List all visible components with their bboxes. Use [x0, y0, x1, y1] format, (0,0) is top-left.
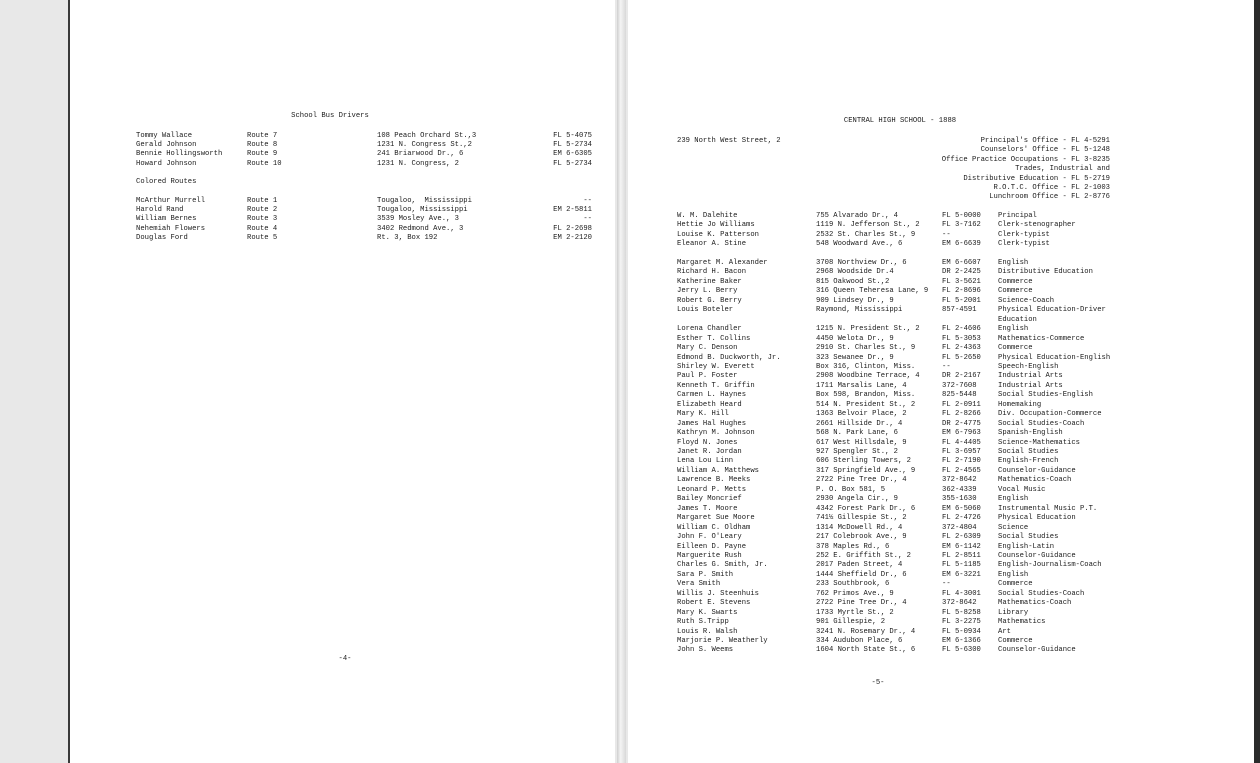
faculty-row-phone: FL 2-0911 — [942, 400, 981, 409]
faculty-row-address: 2968 Woodside Dr.4 — [816, 268, 894, 277]
faculty-row-name: Vera Smith — [677, 580, 721, 589]
faculty-row-phone: FL 5-6300 — [942, 646, 981, 655]
faculty-row-name: Ruth S.Tripp — [677, 618, 729, 627]
faculty-row-subject: Social Studies — [998, 533, 1059, 542]
faculty-row-subject: Counselor-Guidance — [998, 466, 1076, 475]
staff-row-phone: -- — [942, 230, 951, 239]
colored-driver-row-address: 3402 Redmond Ave., 3 — [377, 224, 464, 233]
faculty-row — [628, 476, 1254, 485]
faculty-row-phone: EM 6-1142 — [942, 542, 981, 551]
faculty-row-address: 252 E. Griffith St., 2 — [816, 551, 911, 560]
office-line: Trades, Industrial and — [1015, 165, 1110, 174]
faculty-row-address: 2722 Pine Tree Dr., 4 — [816, 599, 907, 608]
faculty-row-phone: DR 2-4775 — [942, 419, 981, 428]
driver-row-route: Route 8 — [247, 141, 278, 150]
colored-driver-row — [70, 215, 615, 224]
faculty-row-name: Sara P. Smith — [677, 570, 734, 579]
faculty-row-phone: FL 2-8266 — [942, 410, 981, 419]
driver-row-phone: EM 6-6305 — [553, 150, 592, 159]
faculty-row-address: 762 Primos Ave., 9 — [816, 589, 894, 598]
faculty-row — [628, 344, 1254, 353]
faculty-row-name: Esther T. Collins — [677, 334, 751, 343]
staff-row-phone: FL 3-7162 — [942, 221, 981, 230]
faculty-row-subject: Science-Mathematics — [998, 438, 1080, 447]
faculty-row-address: 317 Springfield Ave., 9 — [816, 466, 916, 475]
faculty-row — [628, 335, 1254, 344]
faculty-row — [628, 410, 1254, 419]
faculty-row-address: 1711 Marsalis Lane, 4 — [816, 381, 907, 390]
faculty-row-name: Kathryn M. Johnson — [677, 429, 755, 438]
staff-row — [628, 240, 1254, 249]
faculty-row-subject: Commerce — [998, 287, 1033, 296]
faculty-row-name: Leonard P. Metts — [677, 485, 747, 494]
faculty-row-subject: Library — [998, 608, 1029, 617]
faculty-row-address: 4342 Forest Park Dr., 6 — [816, 504, 916, 513]
staff-row-address: 755 Alvarado Dr., 4 — [816, 212, 898, 220]
office-line: Office Practice Occupations - FL 3-8235 — [941, 155, 1110, 164]
staff-row-position: Clerk-typist — [998, 240, 1050, 249]
faculty-row-name: John F. O'Leary — [677, 533, 742, 542]
driver-row — [70, 132, 615, 141]
faculty-row-address: 1215 N. President St., 2 — [816, 325, 920, 334]
faculty-row — [628, 287, 1254, 296]
faculty-row-subject: Homemaking — [998, 400, 1042, 409]
colored-driver-row-phone: FL 2-2698 — [553, 224, 592, 233]
faculty-row-phone: FL 2-8696 — [942, 287, 981, 296]
staff-row — [628, 221, 1254, 230]
colored-driver-row-address: Rt. 3, Box 192 — [377, 233, 438, 242]
colored-driver-row-route: Route 5 — [247, 233, 278, 242]
colored-driver-row-phone: -- — [583, 215, 592, 224]
faculty-row-subject: English — [998, 259, 1029, 267]
faculty-row-phone: FL 3-5621 — [942, 277, 981, 286]
school-title: CENTRAL HIGH SCHOOL - 1888 — [843, 117, 957, 125]
faculty-row-address: 606 Sterling Towers, 2 — [816, 457, 911, 466]
faculty-row — [628, 561, 1254, 570]
faculty-row-address: 568 N. Park Lane, 6 — [816, 429, 898, 438]
driver-row-phone: FL 5-2734 — [553, 159, 592, 168]
colored-driver-row-address: Tougaloo, Mississippi — [377, 206, 468, 215]
colored-driver-row — [70, 206, 615, 215]
faculty-row-name: Marjorie P. Weatherly — [677, 637, 768, 645]
faculty-row-address: Box 316, Clinton, Miss. — [816, 362, 916, 371]
faculty-row — [628, 552, 1254, 561]
faculty-row — [628, 495, 1254, 504]
faculty-row-address: 514 N. President St., 2 — [816, 400, 916, 409]
colored-routes-heading: Colored Routes — [136, 178, 197, 186]
faculty-row-name: Elizabeth Heard — [677, 400, 742, 409]
faculty-row-address: 3708 Northview Dr., 6 — [816, 259, 907, 267]
faculty-row-subject: Social Studies — [998, 448, 1059, 456]
faculty-row-address: 2017 Paden Street, 4 — [816, 561, 903, 570]
faculty-row-subject: Physical Education — [998, 514, 1076, 523]
faculty-row — [628, 316, 1254, 325]
faculty-row — [628, 268, 1254, 277]
faculty-row-subject: English-French — [998, 457, 1059, 466]
driver-row-phone: FL 5-4075 — [553, 132, 592, 140]
faculty-row-subject: Science — [998, 523, 1029, 532]
faculty-row-address: 233 Southbrook, 6 — [816, 580, 890, 589]
colored-driver-row-phone: -- — [583, 197, 592, 205]
faculty-row-phone: 372-7608 — [942, 381, 977, 390]
faculty-row-subject: Counselor-Guidance — [998, 646, 1076, 655]
faculty-row-phone: FL 5-0934 — [942, 627, 981, 636]
faculty-row-name: Carmen L. Haynes — [677, 391, 747, 400]
staff-row-name: Louise K. Patterson — [677, 230, 759, 239]
faculty-row-phone: FL 3-6957 — [942, 448, 981, 456]
faculty-row-address: 217 Colebrook Ave., 9 — [816, 533, 907, 542]
faculty-row-address: 815 Oakwood St.,2 — [816, 277, 890, 286]
faculty-row — [628, 467, 1254, 476]
faculty-row — [628, 259, 1254, 268]
staff-row-name: W. M. Dalehite — [677, 212, 738, 220]
faculty-row-subject: Mathematics-Commerce — [998, 334, 1085, 343]
driver-row-address: 1231 N. Congress St.,2 — [377, 141, 472, 150]
office-line: R.O.T.C. Office - FL 2-1003 — [993, 184, 1110, 192]
faculty-row-subject: Instrumental Music P.T. — [998, 504, 1098, 513]
colored-driver-row-name: Nehemiah Flowers — [136, 224, 206, 233]
right-page — [628, 0, 1254, 763]
faculty-row — [628, 457, 1254, 466]
staff-row — [628, 231, 1254, 240]
faculty-row-phone: 372-8642 — [942, 476, 977, 485]
center-fold — [617, 0, 626, 763]
left-page — [70, 0, 615, 763]
driver-row-address: 241 Briarwood Dr., 6 — [377, 150, 464, 159]
office-line: Principal's Office - FL 4-5291 — [980, 137, 1110, 145]
faculty-row — [628, 297, 1254, 306]
faculty-row — [628, 401, 1254, 410]
faculty-row-phone: FL 2-8511 — [942, 551, 981, 560]
faculty-row-name: Mary K. Swarts — [677, 608, 738, 617]
faculty-row-subject: Art — [998, 627, 1011, 636]
faculty-row-name: Janet R. Jordan — [677, 448, 742, 456]
faculty-row-address: 334 Audubon Place, 6 — [816, 637, 903, 645]
faculty-row — [628, 420, 1254, 429]
faculty-row-phone: 857-4591 — [942, 306, 977, 315]
faculty-row — [628, 391, 1254, 400]
faculty-row — [628, 306, 1254, 315]
faculty-row-subject: Counselor-Guidance — [998, 551, 1076, 560]
faculty-row-subject: Industrial Arts — [998, 372, 1063, 381]
faculty-row-name: Charles G. Smith, Jr. — [677, 561, 768, 570]
faculty-row-phone: EM 6-6607 — [942, 259, 981, 267]
faculty-row-phone: FL 5-3053 — [942, 334, 981, 343]
faculty-row — [628, 448, 1254, 457]
staff-row-address: 2532 St. Charles St., 9 — [816, 230, 916, 239]
faculty-row-phone: FL 2-4606 — [942, 325, 981, 334]
faculty-row-address: 909 Lindsey Dr., 9 — [816, 296, 894, 305]
driver-row — [70, 141, 615, 150]
faculty-row-phone: -- — [942, 580, 951, 589]
faculty-row-address: 378 Maples Rd., 6 — [816, 542, 890, 551]
colored-driver-row-route: Route 4 — [247, 224, 278, 233]
colored-driver-row — [70, 225, 615, 234]
faculty-row-address: 1363 Belvoir Place, 2 — [816, 410, 907, 419]
faculty-row-phone: FL 2-4565 — [942, 466, 981, 475]
faculty-row-subject: Commerce — [998, 637, 1033, 645]
faculty-row — [628, 325, 1254, 334]
faculty-row-subject: English — [998, 570, 1029, 579]
faculty-row-name: Mary C. Denson — [677, 344, 738, 353]
faculty-row-address: 741½ Gillespie St., 2 — [816, 514, 907, 523]
faculty-row-subject: Social Studies-Coach — [998, 589, 1085, 598]
colored-driver-row-route: Route 1 — [247, 197, 278, 205]
faculty-row-name: Robert E. Stevens — [677, 599, 751, 608]
faculty-row-name: Lena Lou Linn — [677, 457, 734, 466]
faculty-row-name: James T. Moore — [677, 504, 738, 513]
colored-driver-row-phone: EM 2-2120 — [553, 233, 592, 242]
faculty-row — [628, 580, 1254, 589]
faculty-row — [628, 439, 1254, 448]
staff-row — [628, 212, 1254, 221]
driver-row-route: Route 10 — [247, 159, 282, 168]
faculty-row-subject: Science-Coach — [998, 296, 1055, 305]
faculty-row-address: Raymond, Mississippi — [816, 306, 903, 315]
faculty-row-subject: Mathematics-Coach — [998, 599, 1072, 608]
right-page-number: -5- — [871, 679, 885, 687]
faculty-row-address: 1604 North State St., 6 — [816, 646, 916, 655]
faculty-row — [628, 278, 1254, 287]
faculty-row-address: 901 Gillespie, 2 — [816, 618, 886, 627]
faculty-row-phone: EM 6-3221 — [942, 570, 981, 579]
faculty-row-subject: Commerce — [998, 277, 1033, 286]
faculty-row-phone: FL 5-1185 — [942, 561, 981, 570]
faculty-row-phone: FL 2-4726 — [942, 514, 981, 523]
faculty-row-address: 1444 Sheffield Dr., 6 — [816, 570, 907, 579]
school-address: 239 North West Street, 2 — [677, 137, 781, 145]
staff-row-name: Eleanor A. Stine — [677, 240, 747, 249]
faculty-row-name: Shirley W. Everett — [677, 362, 755, 371]
staff-row-position: Clerk-typist — [998, 230, 1050, 239]
faculty-row-phone: FL 2-6309 — [942, 533, 981, 542]
driver-row-address: 108 Peach Orchard St.,3 — [377, 132, 477, 140]
faculty-row-subject: Mathematics — [998, 618, 1046, 627]
colored-driver-row-name: Harold Rand — [136, 206, 184, 215]
colored-driver-row-address: 3539 Mosley Ave., 3 — [377, 215, 459, 224]
faculty-row — [628, 646, 1254, 655]
faculty-row-subject: Speech-English — [998, 362, 1059, 371]
bus-drivers-title: School Bus Drivers — [291, 112, 369, 120]
faculty-row-name: William A. Matthews — [677, 466, 759, 475]
faculty-row-name: Bailey Moncrief — [677, 495, 742, 504]
faculty-row — [628, 372, 1254, 381]
faculty-row-name: Katherine Baker — [677, 277, 742, 286]
faculty-row-name: Eilleen D. Payne — [677, 542, 747, 551]
driver-row-route: Route 9 — [247, 150, 278, 159]
driver-row-name: Tommy Wallace — [136, 132, 193, 140]
colored-driver-row-name: McArthur Murrell — [136, 197, 206, 205]
faculty-row-phone: FL 2-4363 — [942, 344, 981, 353]
faculty-row-name: John S. Weems — [677, 646, 734, 655]
faculty-row — [628, 363, 1254, 372]
faculty-row-address: Box 598, Brandon, Miss. — [816, 391, 916, 400]
faculty-row-address: 2930 Angela Cir., 9 — [816, 495, 898, 504]
faculty-row-phone: 362-4339 — [942, 485, 977, 494]
faculty-row-address: 4450 Welota Dr., 9 — [816, 334, 894, 343]
faculty-row — [628, 590, 1254, 599]
faculty-row-phone: 372-4804 — [942, 523, 977, 532]
driver-row-name: Bennie Hollingsworth — [136, 150, 223, 159]
driver-row-address: 1231 N. Congress, 2 — [377, 159, 459, 168]
faculty-row-phone: EM 6-7963 — [942, 429, 981, 438]
faculty-row-address: 3241 N. Rosemary Dr., 4 — [816, 627, 916, 636]
faculty-row-subject: English-Journalism-Coach — [998, 561, 1102, 570]
staff-row-phone: FL 5-0000 — [942, 212, 981, 220]
driver-row-phone: FL 5-2734 — [553, 141, 592, 150]
driver-row-name: Gerald Johnson — [136, 141, 197, 150]
faculty-row-address: 1314 McDowell Rd., 4 — [816, 523, 903, 532]
faculty-row — [628, 571, 1254, 580]
faculty-row-subject: Education — [998, 315, 1037, 324]
faculty-row — [628, 628, 1254, 637]
faculty-row-phone: FL 5-2001 — [942, 296, 981, 305]
colored-driver-row-route: Route 2 — [247, 206, 278, 215]
faculty-row-address: 2722 Pine Tree Dr., 4 — [816, 476, 907, 485]
faculty-row-subject: English — [998, 495, 1029, 504]
faculty-row-address: 2910 St. Charles St., 9 — [816, 344, 916, 353]
faculty-row-name: Marguerite Rush — [677, 551, 742, 560]
faculty-row-name: Lawrence B. Meeks — [677, 476, 751, 485]
office-line: Distributive Education - FL 5-2719 — [963, 174, 1110, 183]
staff-row-phone: EM 6-6639 — [942, 240, 981, 249]
faculty-row-phone: DR 2-2167 — [942, 372, 981, 381]
faculty-row-address: P. O. Box 581, 5 — [816, 485, 886, 494]
faculty-row-phone: 372-8642 — [942, 599, 977, 608]
faculty-row-address: 316 Queen Teheresa Lane, 9 — [816, 287, 929, 296]
faculty-row-subject: Social Studies-Coach — [998, 419, 1085, 428]
faculty-row-phone: FL 5-8258 — [942, 608, 981, 617]
faculty-row — [628, 618, 1254, 627]
faculty-row-name: Willis J. Steenhuis — [677, 589, 759, 598]
staff-row-position: Principal — [998, 212, 1037, 220]
faculty-row — [628, 514, 1254, 523]
faculty-row-address: 1733 Myrtle St., 2 — [816, 608, 894, 617]
faculty-row-address: 323 Sewanee Dr., 9 — [816, 353, 894, 362]
faculty-row-name: William C. Oldham — [677, 523, 751, 532]
faculty-row — [628, 543, 1254, 552]
faculty-row-name: Lorena Chandler — [677, 325, 742, 334]
faculty-row-name: Richard H. Bacon — [677, 268, 747, 277]
colored-driver-row-address: Tougaloo, Mississippi — [377, 197, 472, 205]
faculty-row — [628, 354, 1254, 363]
faculty-row-name: Robert G. Berry — [677, 296, 742, 305]
office-line: Counselors' Office - FL 5-1248 — [980, 146, 1110, 155]
faculty-row-subject: Distributive Education — [998, 268, 1093, 277]
faculty-row-phone: 825-5448 — [942, 391, 977, 400]
faculty-row-subject: Physical Education-Driver — [998, 306, 1106, 315]
faculty-row-subject: Industrial Arts — [998, 381, 1063, 390]
faculty-row-name: Margaret M. Alexander — [677, 259, 768, 267]
faculty-row-subject: Div. Occupation-Commerce — [998, 410, 1102, 419]
faculty-row-phone: FL 3-2275 — [942, 618, 981, 627]
faculty-row-address: 617 West Hillsdale, 9 — [816, 438, 907, 447]
colored-driver-row-name: Douglas Ford — [136, 233, 188, 242]
faculty-row-name: Paul P. Foster — [677, 372, 738, 381]
colored-driver-row-route: Route 3 — [247, 215, 278, 224]
left-page-number: -4- — [338, 655, 352, 663]
faculty-row-subject: Commerce — [998, 344, 1033, 353]
faculty-row-subject: Commerce — [998, 580, 1033, 589]
faculty-row — [628, 382, 1254, 391]
faculty-row-name: Floyd N. Jones — [677, 438, 738, 447]
faculty-row-name: Louis Boteler — [677, 306, 734, 315]
faculty-row-phone: EM 6-5060 — [942, 504, 981, 513]
faculty-row — [628, 599, 1254, 608]
faculty-row-name: Mary K. Hill — [677, 410, 729, 419]
faculty-row-subject: Spanish-English — [998, 429, 1063, 438]
faculty-row — [628, 486, 1254, 495]
faculty-row-phone: FL 4-3001 — [942, 589, 981, 598]
faculty-row-subject: Physical Education-English — [998, 353, 1111, 362]
staff-row-name: Hettie Jo Williams — [677, 221, 755, 230]
faculty-row-name: James Hal Hughes — [677, 419, 747, 428]
faculty-row-subject: English-Latin — [998, 542, 1055, 551]
faculty-row — [628, 609, 1254, 618]
driver-row — [70, 150, 615, 159]
faculty-row — [628, 637, 1254, 646]
colored-driver-row — [70, 197, 615, 206]
faculty-row-name: Louis R. Walsh — [677, 627, 738, 636]
colored-driver-row-name: William Bernes — [136, 215, 197, 224]
staff-row-position: Clerk-stenographer — [998, 221, 1076, 230]
faculty-row — [628, 533, 1254, 542]
faculty-row-subject: Mathematics-Coach — [998, 476, 1072, 485]
faculty-row-subject: Vocal Music — [998, 485, 1046, 494]
faculty-row — [628, 524, 1254, 533]
faculty-row-phone: EM 6-1366 — [942, 637, 981, 645]
faculty-row-subject: Social Studies-English — [998, 391, 1093, 400]
driver-row — [70, 160, 615, 169]
faculty-row-address: 2661 Hillside Dr., 4 — [816, 419, 903, 428]
faculty-row-name: Kenneth T. Griffin — [677, 381, 755, 390]
staff-row-address: 1119 N. Jefferson St., 2 — [816, 221, 920, 230]
faculty-row-phone: DR 2-2425 — [942, 268, 981, 277]
faculty-row-phone: -- — [942, 362, 951, 371]
faculty-row-phone: FL 2-7190 — [942, 457, 981, 466]
faculty-row-phone: FL 4-4405 — [942, 438, 981, 447]
faculty-row-address: 2908 Woodbine Terrace, 4 — [816, 372, 920, 381]
office-line: Lunchroom Office - FL 2-8776 — [989, 193, 1110, 202]
faculty-row-subject: English — [998, 325, 1029, 334]
faculty-row-address: 927 Spengler St., 2 — [816, 448, 898, 456]
faculty-row-phone: 355-1630 — [942, 495, 977, 504]
colored-driver-row-phone: EM 2-5811 — [553, 206, 592, 215]
right-edge — [1254, 0, 1260, 763]
faculty-row — [628, 429, 1254, 438]
faculty-row-name: Edmond B. Duckworth, Jr. — [677, 353, 781, 362]
faculty-row-name: Jerry L. Berry — [677, 287, 738, 296]
colored-driver-row — [70, 234, 615, 243]
faculty-row — [628, 505, 1254, 514]
staff-row-address: 548 Woodward Ave., 6 — [816, 240, 903, 249]
driver-row-route: Route 7 — [247, 132, 278, 140]
faculty-row-phone: FL 5-2650 — [942, 353, 981, 362]
driver-row-name: Howard Johnson — [136, 159, 197, 168]
faculty-row-name: Margaret Sue Moore — [677, 514, 755, 523]
